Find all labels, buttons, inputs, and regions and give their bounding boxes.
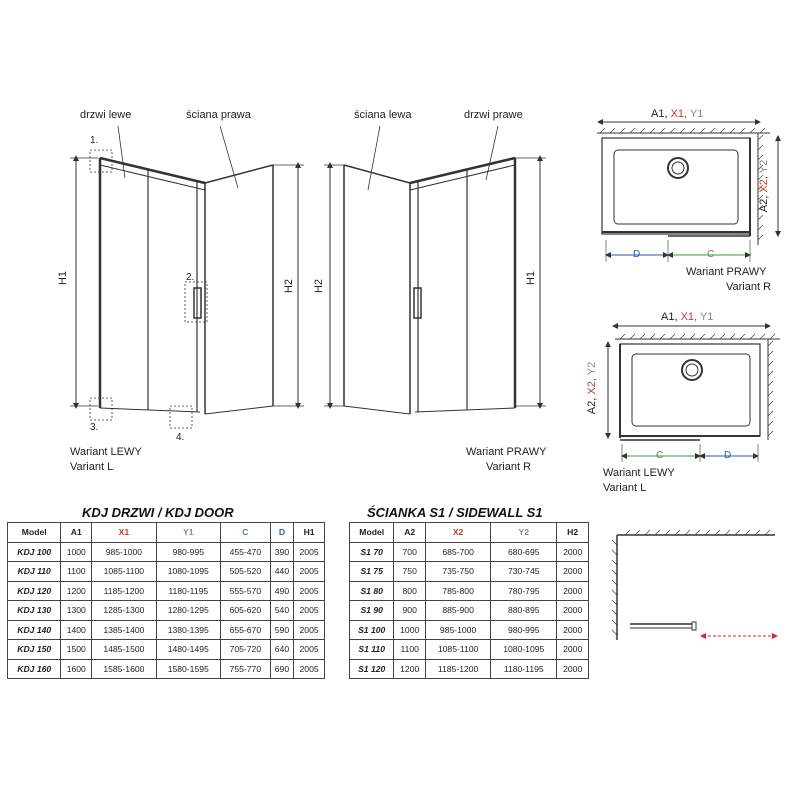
wall-table-cell: 750 [394,562,426,582]
plan-left-dim-top: A1, X1, Y1 [661,311,714,323]
wall-table-row [350,659,589,679]
wall-table-cell: 2000 [557,620,589,640]
wall-table-cell: 2000 [557,562,589,582]
door-table-cell: 980-995 [156,542,220,562]
door-table-cell: 1200 [61,581,92,601]
plan-right-drawing [597,122,778,262]
door-table-cell: 1480-1495 [156,640,220,660]
door-table-cell: 1580-1595 [156,659,220,679]
door-table-cell: 1185-1200 [92,581,156,601]
door-left-label: drzwi lewe [80,109,132,121]
door-table-cell: 440 [270,562,293,582]
plan-left-dim-side: A2, X2, Y2 [586,361,599,415]
door-table-cell: 985-1000 [92,542,156,562]
door-table-cell: 690 [270,659,293,679]
wall-table-cell: 700 [394,542,426,562]
door-table-cell: 2005 [294,620,325,640]
detail-1-label: 1. [90,135,99,146]
wall-table-cell: S1 100 [350,620,394,640]
door-table-cell: 455-470 [220,542,270,562]
plan-left-variant-pl: Wariant LEWY [603,467,675,479]
door-table-cell: KDJ 100 [8,542,61,562]
wall-table-cell: S1 120 [350,659,394,679]
elevation-right-drawing [324,126,546,414]
door-table-header: C [220,523,270,543]
wall-table-cell: 680-695 [491,542,557,562]
detail-4-label: 4. [176,432,185,443]
door-table-cell: 2005 [294,581,325,601]
wall-table-cell: 2000 [557,581,589,601]
door-table-cell: 1000 [61,542,92,562]
door-table-cell: KDJ 150 [8,640,61,660]
door-table-row [8,581,325,601]
plan-left-drawing [608,326,780,462]
door-table-cell: 590 [270,620,293,640]
door-table-row [8,659,325,679]
detail-3-label: 3. [90,422,99,433]
wall-table-cell: S1 90 [350,601,394,621]
door-table-header: A1 [61,523,92,543]
plan-left-d: D [724,450,732,461]
wall-table-row [350,562,589,582]
wall-table-row [350,620,589,640]
wall-table-cell: 2000 [557,659,589,679]
wall-table-cell: 2000 [557,542,589,562]
wall-table-cell: 900 [394,601,426,621]
door-table-header: Model [8,523,61,543]
wall-table-cell: 885-900 [426,601,491,621]
door-right-label: drzwi prawe [464,109,523,121]
door-table-cell: 640 [270,640,293,660]
door-table-cell: 2005 [294,562,325,582]
wall-table-cell: 800 [394,581,426,601]
sidewall-plan-drawing [612,530,775,640]
plan-left-c: C [656,450,664,461]
wall-table-row [350,640,589,660]
door-table-row [8,640,325,660]
door-table-row [8,542,325,562]
wall-left-label: ściana lewa [354,109,412,121]
variant-left-en: Variant L [70,461,114,473]
wall-table-cell: S1 110 [350,640,394,660]
door-table-cell: 1380-1395 [156,620,220,640]
wall-table-cell: 985-1000 [426,620,491,640]
door-table-cell: 1485-1500 [92,640,156,660]
door-table [7,522,325,679]
wall-table-cell: 1185-1200 [426,659,491,679]
wall-table-cell: 2000 [557,640,589,660]
door-table-cell: 1400 [61,620,92,640]
wall-table-cell: S1 80 [350,581,394,601]
wall-table-cell: 980-995 [491,620,557,640]
door-table-cell: 390 [270,542,293,562]
door-table-header: H1 [294,523,325,543]
door-table-cell: 540 [270,601,293,621]
plan-right-c: C [707,249,715,260]
wall-table-cell: 1085-1100 [426,640,491,660]
door-table-cell: KDJ 120 [8,581,61,601]
detail-2-label: 2. [186,272,195,283]
door-table-cell: 1280-1295 [156,601,220,621]
dim-h2-left: H2 [283,278,296,294]
variant-left-pl: Wariant LEWY [70,446,142,458]
door-table-cell: 1385-1400 [92,620,156,640]
variant-right-pl: Wariant PRAWY [466,446,547,458]
door-table-cell: 1300 [61,601,92,621]
wall-table-header: H2 [557,523,589,543]
door-table-header: X1 [92,523,156,543]
door-table-cell: 1080-1095 [156,562,220,582]
wall-table-cell: 730-745 [491,562,557,582]
door-table-cell: 1500 [61,640,92,660]
wall-right-label: ściana prawa [186,109,251,121]
door-table-title: KDJ DRZWI / KDJ DOOR [82,505,234,520]
wall-table-cell: 780-795 [491,581,557,601]
wall-table-cell: 785-800 [426,581,491,601]
door-table-cell: 505-520 [220,562,270,582]
door-table-cell: KDJ 110 [8,562,61,582]
door-table-cell: 2005 [294,601,325,621]
door-table-cell: 705-720 [220,640,270,660]
plan-right-d: D [633,249,641,260]
wall-table-header: Model [350,523,394,543]
dim-h2-right: H2 [313,278,326,294]
door-table-cell: 1085-1100 [92,562,156,582]
dim-h1-right: H1 [525,270,538,286]
door-table-cell: 1100 [61,562,92,582]
door-table-cell: 1600 [61,659,92,679]
door-table-cell: 655-670 [220,620,270,640]
wall-table [349,522,589,679]
plan-right-dim-top: A1, X1, Y1 [651,108,704,120]
wall-table-cell: 1200 [394,659,426,679]
door-table-cell: 1180-1195 [156,581,220,601]
door-table-cell: 1585-1600 [92,659,156,679]
wall-table-row [350,601,589,621]
variant-right-en: Variant R [486,461,532,473]
door-table-header: Y1 [156,523,220,543]
door-table-cell: 605-620 [220,601,270,621]
wall-table-row [350,581,589,601]
wall-table-cell: 685-700 [426,542,491,562]
door-table-cell: 2005 [294,640,325,660]
wall-table-cell: 1080-1095 [491,640,557,660]
door-table-cell: 2005 [294,542,325,562]
wall-table-header: A2 [394,523,426,543]
wall-table-cell: 1180-1195 [491,659,557,679]
wall-table-row [350,542,589,562]
wall-table-cell: 735-750 [426,562,491,582]
door-table-row [8,562,325,582]
door-table-cell: 555-570 [220,581,270,601]
door-table-cell: KDJ 130 [8,601,61,621]
wall-table-cell: S1 75 [350,562,394,582]
plan-right-variant-pl: Wariant PRAWY [686,266,767,278]
door-table-cell: KDJ 160 [8,659,61,679]
door-table-row [8,620,325,640]
wall-table-header: Y2 [491,523,557,543]
plan-left-variant-en: Variant L [603,482,647,494]
plan-right-dim-side: A2, X2, Y2 [758,159,771,213]
door-table-header: D [270,523,293,543]
wall-table-header: X2 [426,523,491,543]
wall-table-cell: 1100 [394,640,426,660]
door-table-cell: 490 [270,581,293,601]
door-table-cell: 1285-1300 [92,601,156,621]
plan-right-variant-en: Variant R [726,281,772,293]
dim-h1-left: H1 [57,270,70,286]
wall-table-title: ŚCIANKA S1 / SIDEWALL S1 [367,505,543,520]
door-table-cell: 2005 [294,659,325,679]
door-table-cell: 755-770 [220,659,270,679]
wall-table-cell: 880-895 [491,601,557,621]
wall-table-cell: S1 70 [350,542,394,562]
door-table-cell: KDJ 140 [8,620,61,640]
door-table-row [8,601,325,621]
wall-table-cell: 1000 [394,620,426,640]
wall-table-cell: 2000 [557,601,589,621]
